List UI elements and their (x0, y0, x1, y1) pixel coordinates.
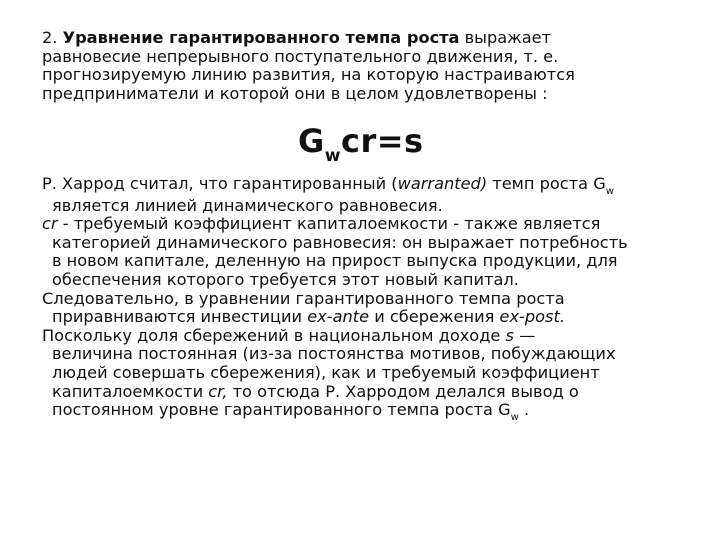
p3-line-2 (42, 308, 628, 327)
intro-paragraph (42, 29, 575, 103)
item-number: 2. (42, 28, 58, 47)
p3-text-a: приравниваются инвестиции (52, 307, 308, 327)
p1-text-b: темп роста G (487, 174, 606, 193)
p2-line-1 (42, 215, 628, 234)
paragraph-1 (42, 175, 628, 215)
p4-text-e: постоянном уровне гарантированного темпа роста G (52, 400, 511, 420)
p3-text-b: и сбережения (369, 307, 500, 327)
intro-line-3: прогнозируемую линию развития, на которую настраиваются (42, 65, 575, 85)
p1-text-a: Р. Харрод считал, что гарантированный ( (42, 174, 398, 193)
paragraph-3 (42, 290, 628, 327)
equation-title: Уравнение гарантированного темпа роста (62, 28, 460, 47)
intro-line-2: равновесие непрерывного поступательного движения, т. е. (42, 46, 559, 66)
p2-line-2: категорией динамического равновесия: он выражает потребность (52, 232, 628, 252)
p4-text-f: . (518, 400, 530, 420)
p4-line-3: людей совершать сбережения), как и требуемый коэффициент (52, 362, 600, 382)
formula-rest: cr=s (340, 122, 424, 160)
p4-line-2: величина постоянная (из-за постоянства мотивов, побуждающих (52, 344, 616, 364)
p4-text-b: — (513, 325, 536, 345)
intro-line-4: предприниматели и которой они в целом удовлетворены : (42, 83, 548, 103)
p2-line-4: обеспечения которого требуется этот новый капитал. (52, 269, 519, 289)
p2-text-a: - требуемый коэффициент капиталоемкости - также является (57, 214, 601, 234)
p3-line-1: Следовательно, в уравнении гарантированного темпа роста (42, 288, 565, 308)
p4-text-a: Поскольку доля сбережений в национальном доходе (42, 325, 506, 345)
formula-g: G (298, 122, 325, 160)
body-text (42, 175, 628, 423)
p1-subscript: w (605, 186, 614, 197)
p4-line-4 (42, 383, 628, 402)
ex-post-term: ex-post. (499, 307, 565, 327)
p4-text-c: капиталоемкости (52, 381, 209, 401)
warranted-term: warranted) (397, 174, 488, 193)
formula-subscript: w (324, 146, 341, 166)
intro-line-1-rest: выражает (464, 28, 552, 47)
s-term: s (505, 325, 514, 345)
p4-line-1 (42, 327, 628, 346)
formula (298, 123, 424, 165)
p4-subscript: w (510, 412, 519, 424)
p4-line-5 (42, 401, 628, 423)
paragraph-2 (42, 215, 628, 289)
paragraph-4 (42, 327, 628, 423)
cr-term: cr (42, 214, 58, 234)
p2-line-3: в новом капитале, деленную на прирост выпуска продукции, для (52, 251, 618, 271)
p4-text-d: то отсюда Р. Харродом делался вывод о (227, 381, 579, 401)
ex-ante-term: ex-ante (307, 307, 370, 327)
intro-line-1 (42, 29, 575, 48)
cr-term-2: cr, (208, 381, 228, 401)
p1-line-2: является линией динамического равновесия. (52, 195, 443, 215)
p1-line-1 (42, 175, 628, 197)
